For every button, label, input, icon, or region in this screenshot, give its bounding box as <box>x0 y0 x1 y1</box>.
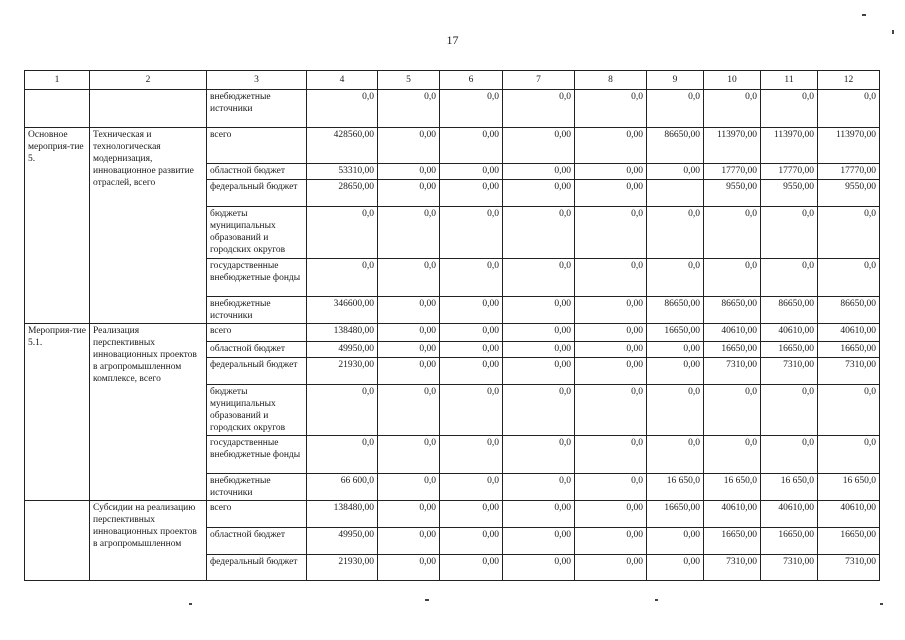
value-cell: 0,0 <box>818 385 880 436</box>
value-cell: 0,00 <box>503 358 575 385</box>
value-cell: 0,00 <box>575 342 647 358</box>
value-cell: 7310,00 <box>761 555 818 581</box>
value-cell: 28650,00 <box>307 180 378 207</box>
column-header: 5 <box>378 71 440 90</box>
value-cell: 0,00 <box>440 501 503 528</box>
value-cell: 16650,00 <box>647 501 704 528</box>
value-cell: 16650,00 <box>647 324 704 342</box>
value-cell: 0,0 <box>378 207 440 259</box>
value-cell: 0,00 <box>575 358 647 385</box>
value-cell: 0,0 <box>503 90 575 128</box>
value-cell: 0,00 <box>503 342 575 358</box>
value-cell: 40610,00 <box>761 324 818 342</box>
value-cell: 0,00 <box>378 501 440 528</box>
value-cell: 7310,00 <box>761 358 818 385</box>
value-cell: 0,00 <box>503 324 575 342</box>
value-cell: 0,00 <box>378 528 440 555</box>
value-cell <box>647 180 704 207</box>
value-cell: 9550,00 <box>818 180 880 207</box>
value-cell: 86650,00 <box>647 297 704 324</box>
value-cell: 0,0 <box>818 436 880 474</box>
value-cell: 16650,00 <box>761 342 818 358</box>
value-cell: 17770,00 <box>818 164 880 180</box>
value-cell: 0,0 <box>647 90 704 128</box>
value-cell: 0,00 <box>647 528 704 555</box>
value-cell: 0,00 <box>440 164 503 180</box>
value-cell: 138480,00 <box>307 501 378 528</box>
value-cell: 0,00 <box>440 555 503 581</box>
table-row <box>25 128 880 164</box>
column-header: 11 <box>761 71 818 90</box>
value-cell: 0,0 <box>440 385 503 436</box>
value-cell: 0,0 <box>378 385 440 436</box>
value-cell: 16650,00 <box>704 342 761 358</box>
value-cell: 0,00 <box>647 358 704 385</box>
value-cell: 21930,00 <box>307 555 378 581</box>
activity-code-cell: Основное мероприя-тие 5. <box>25 128 90 324</box>
value-cell: 0,0 <box>378 474 440 501</box>
activity-name-cell <box>90 90 207 128</box>
value-cell: 0,0 <box>503 259 575 297</box>
value-cell: 86650,00 <box>761 297 818 324</box>
value-cell: 0,00 <box>575 297 647 324</box>
value-cell: 0,00 <box>440 128 503 164</box>
value-cell: 0,0 <box>440 474 503 501</box>
value-cell: 53310,00 <box>307 164 378 180</box>
column-header: 7 <box>503 71 575 90</box>
value-cell: 0,0 <box>307 207 378 259</box>
funding-source-cell: внебюджетные источники <box>207 90 307 128</box>
value-cell: 0,0 <box>575 90 647 128</box>
activity-code-cell <box>25 90 90 128</box>
value-cell: 0,0 <box>704 259 761 297</box>
value-cell: 0,0 <box>647 436 704 474</box>
value-cell: 86650,00 <box>647 128 704 164</box>
value-cell: 9550,00 <box>704 180 761 207</box>
value-cell: 17770,00 <box>761 164 818 180</box>
value-cell: 0,00 <box>378 164 440 180</box>
value-cell: 0,00 <box>647 164 704 180</box>
value-cell: 0,00 <box>440 342 503 358</box>
column-header: 10 <box>704 71 761 90</box>
value-cell: 0,0 <box>378 90 440 128</box>
value-cell: 0,0 <box>704 207 761 259</box>
value-cell: 7310,00 <box>704 358 761 385</box>
value-cell: 40610,00 <box>704 501 761 528</box>
column-header: 9 <box>647 71 704 90</box>
header-row <box>25 71 880 90</box>
value-cell: 0,0 <box>503 474 575 501</box>
value-cell: 86650,00 <box>704 297 761 324</box>
funding-source-cell: областной бюджет <box>207 528 307 555</box>
funding-source-cell: государственные внебюджетные фонды <box>207 436 307 474</box>
value-cell: 0,00 <box>575 180 647 207</box>
value-cell: 16 650,0 <box>647 474 704 501</box>
value-cell: 0,00 <box>503 297 575 324</box>
table-row <box>25 90 880 128</box>
value-cell: 16650,00 <box>818 528 880 555</box>
column-header: 6 <box>440 71 503 90</box>
activity-name-cell: Субсидии на реализацию перспективных инновационных проектов в агропромышленном <box>90 501 207 581</box>
value-cell: 0,00 <box>378 324 440 342</box>
value-cell: 16650,00 <box>761 528 818 555</box>
funding-source-cell: всего <box>207 501 307 528</box>
value-cell: 40610,00 <box>704 324 761 342</box>
value-cell: 0,00 <box>378 555 440 581</box>
value-cell: 0,0 <box>575 385 647 436</box>
value-cell: 0,00 <box>647 342 704 358</box>
value-cell: 0,0 <box>818 207 880 259</box>
value-cell: 49950,00 <box>307 528 378 555</box>
funding-source-cell: государственные внебюджетные фонды <box>207 259 307 297</box>
value-cell: 0,0 <box>761 207 818 259</box>
value-cell: 0,00 <box>575 128 647 164</box>
value-cell: 0,0 <box>818 259 880 297</box>
value-cell: 49950,00 <box>307 342 378 358</box>
column-header: 12 <box>818 71 880 90</box>
value-cell: 0,0 <box>503 207 575 259</box>
value-cell: 0,0 <box>761 385 818 436</box>
column-header: 8 <box>575 71 647 90</box>
value-cell: 16650,00 <box>704 528 761 555</box>
value-cell: 0,00 <box>378 342 440 358</box>
value-cell: 0,00 <box>575 164 647 180</box>
value-cell: 113970,00 <box>818 128 880 164</box>
value-cell: 0,0 <box>704 90 761 128</box>
value-cell: 346600,00 <box>307 297 378 324</box>
value-cell: 0,0 <box>440 207 503 259</box>
funding-source-cell: всего <box>207 324 307 342</box>
value-cell: 0,0 <box>647 259 704 297</box>
funding-source-cell: бюджеты муниципальных образований и городских округов <box>207 207 307 259</box>
value-cell: 0,00 <box>575 324 647 342</box>
value-cell: 0,0 <box>440 259 503 297</box>
value-cell: 0,0 <box>704 385 761 436</box>
value-cell: 428560,00 <box>307 128 378 164</box>
column-header: 4 <box>307 71 378 90</box>
funding-source-cell: областной бюджет <box>207 164 307 180</box>
value-cell: 0,0 <box>575 436 647 474</box>
value-cell: 0,0 <box>503 436 575 474</box>
value-cell: 0,00 <box>575 528 647 555</box>
value-cell: 0,00 <box>440 358 503 385</box>
funding-source-cell: внебюджетные источники <box>207 297 307 324</box>
value-cell: 0,00 <box>503 528 575 555</box>
value-cell: 40610,00 <box>818 324 880 342</box>
value-cell: 0,0 <box>647 207 704 259</box>
value-cell: 0,0 <box>704 436 761 474</box>
value-cell: 0,00 <box>647 555 704 581</box>
value-cell: 16 650,0 <box>761 474 818 501</box>
value-cell: 0,0 <box>575 207 647 259</box>
value-cell: 7310,00 <box>818 555 880 581</box>
activity-code-cell: Мероприя-тие 5.1. <box>25 324 90 501</box>
column-header: 1 <box>25 71 90 90</box>
value-cell: 138480,00 <box>307 324 378 342</box>
column-header: 3 <box>207 71 307 90</box>
value-cell: 0,00 <box>575 501 647 528</box>
value-cell: 0,0 <box>575 474 647 501</box>
value-cell: 0,0 <box>307 259 378 297</box>
value-cell: 40610,00 <box>818 501 880 528</box>
page-number: 17 <box>446 33 459 47</box>
value-cell: 0,00 <box>378 180 440 207</box>
value-cell: 9550,00 <box>761 180 818 207</box>
value-cell: 16 650,0 <box>818 474 880 501</box>
value-cell: 17770,00 <box>704 164 761 180</box>
value-cell: 0,00 <box>378 297 440 324</box>
value-cell: 0,0 <box>818 90 880 128</box>
value-cell: 66 600,0 <box>307 474 378 501</box>
value-cell: 0,0 <box>647 385 704 436</box>
funding-source-cell: всего <box>207 128 307 164</box>
value-cell: 0,0 <box>440 90 503 128</box>
funding-source-cell: внебюджетные источники <box>207 474 307 501</box>
funding-source-cell: бюджеты муниципальных образований и городских округов <box>207 385 307 436</box>
activity-name-cell: Техническая и технологическая модернизация, инновационное развитие отраслей, всего <box>90 128 207 324</box>
budget-table <box>24 70 880 581</box>
value-cell: 0,0 <box>378 436 440 474</box>
value-cell: 0,00 <box>440 324 503 342</box>
table-row <box>25 324 880 342</box>
value-cell: 0,00 <box>378 128 440 164</box>
value-cell: 0,00 <box>378 358 440 385</box>
value-cell: 0,00 <box>575 555 647 581</box>
value-cell: 0,00 <box>503 164 575 180</box>
value-cell: 0,0 <box>761 436 818 474</box>
value-cell: 0,0 <box>440 436 503 474</box>
value-cell: 0,00 <box>440 528 503 555</box>
value-cell: 0,00 <box>503 555 575 581</box>
value-cell: 113970,00 <box>761 128 818 164</box>
value-cell: 21930,00 <box>307 358 378 385</box>
funding-source-cell: федеральный бюджет <box>207 555 307 581</box>
value-cell: 0,00 <box>503 501 575 528</box>
funding-source-cell: областной бюджет <box>207 342 307 358</box>
value-cell: 0,0 <box>307 90 378 128</box>
value-cell: 86650,00 <box>818 297 880 324</box>
value-cell: 0,00 <box>503 180 575 207</box>
value-cell: 16 650,0 <box>704 474 761 501</box>
table-row <box>25 501 880 528</box>
funding-source-cell: федеральный бюджет <box>207 180 307 207</box>
value-cell: 0,0 <box>307 385 378 436</box>
activity-code-cell <box>25 501 90 581</box>
value-cell: 0,00 <box>503 128 575 164</box>
value-cell: 40610,00 <box>761 501 818 528</box>
funding-source-cell: федеральный бюджет <box>207 358 307 385</box>
value-cell: 7310,00 <box>818 358 880 385</box>
value-cell: 0,00 <box>440 297 503 324</box>
value-cell: 7310,00 <box>704 555 761 581</box>
value-cell: 0,0 <box>503 385 575 436</box>
activity-name-cell: Реализация перспективных инновационных проектов в агропромышленном комплексе, всего <box>90 324 207 501</box>
value-cell: 0,0 <box>761 90 818 128</box>
value-cell: 113970,00 <box>704 128 761 164</box>
value-cell: 0,0 <box>575 259 647 297</box>
value-cell: 16650,00 <box>818 342 880 358</box>
value-cell: 0,0 <box>307 436 378 474</box>
value-cell: 0,0 <box>761 259 818 297</box>
value-cell: 0,0 <box>378 259 440 297</box>
column-header: 2 <box>90 71 207 90</box>
value-cell: 0,00 <box>440 180 503 207</box>
